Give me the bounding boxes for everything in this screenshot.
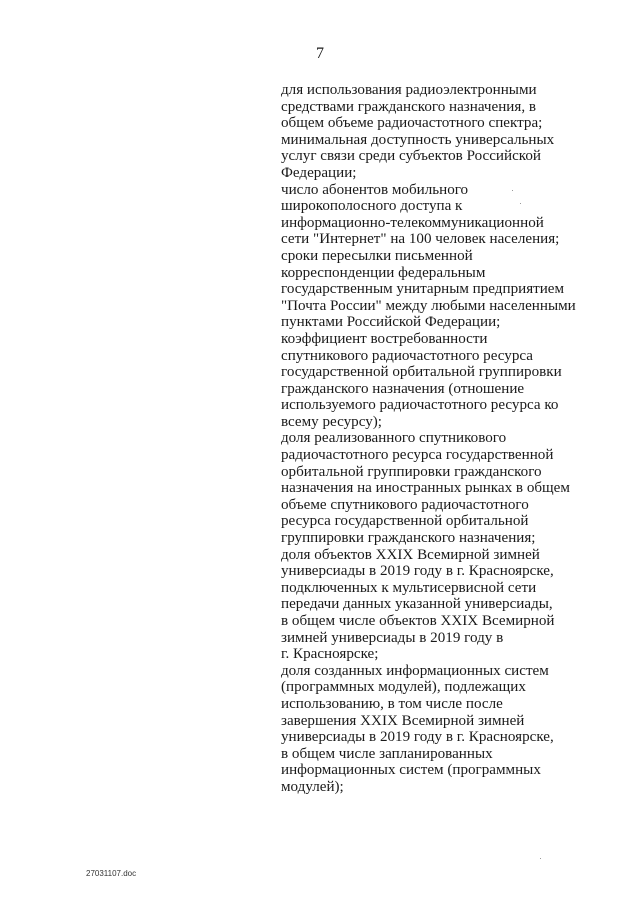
text-line: "Почта России" между любыми населенными: [281, 297, 576, 314]
text-line: услуг связи среди субъектов Российской: [281, 148, 541, 165]
text-line: общем объеме радиочастотного спектра;: [281, 115, 543, 132]
text-line: информационно-телекоммуникационной: [281, 214, 544, 231]
text-line: гражданского назначения (отношение: [281, 380, 525, 397]
text-line: государственной орбитальной группировки: [281, 364, 562, 381]
text-line: доля реализованного спутникового: [281, 430, 507, 447]
text-line: сети "Интернет" на 100 человек населения;: [281, 231, 560, 248]
text-line: радиочастотного ресурса государственной: [281, 447, 554, 464]
text-line: всему ресурсу);: [281, 413, 382, 430]
scan-speck: [520, 203, 521, 204]
text-line: г. Красноярске;: [281, 646, 379, 663]
text-line: объеме спутникового радиочастотного: [281, 496, 529, 513]
text-line: Федерации;: [281, 164, 357, 181]
text-line: универсиады в 2019 году в г. Красноярске,: [281, 729, 554, 746]
text-line: группировки гражданского назначения;: [281, 530, 536, 547]
text-line: корреспонденции федеральным: [281, 264, 486, 281]
text-line: информационных систем (программных: [281, 762, 541, 779]
footer-filename: 27031107.doc: [86, 869, 137, 878]
scan-speck: [540, 858, 541, 859]
page-number: 7: [316, 45, 324, 62]
text-line: завершения XXIX Всемирной зимней: [281, 712, 525, 729]
text-line: орбитальной группировки гражданского: [281, 463, 542, 480]
text-line: широкополосного доступа к: [281, 198, 463, 215]
text-line: универсиады в 2019 году в г. Красноярске,: [281, 563, 554, 580]
text-line: минимальная доступность универсальных: [281, 131, 555, 148]
scan-speck: [512, 190, 513, 191]
text-line: спутникового радиочастотного ресурса: [281, 347, 533, 364]
text-line: назначения на иностранных рынках в общем: [281, 480, 570, 497]
text-line: для использования радиоэлектронными: [281, 82, 537, 98]
text-line: государственным унитарным предприятием: [281, 281, 565, 298]
text-line: доля созданных информационных систем: [281, 662, 549, 679]
text-line: используемого радиочастотного ресурса ко: [281, 397, 559, 414]
text-line: пунктами Российской Федерации;: [281, 314, 501, 331]
text-line: подключенных к мультисервисной сети: [281, 579, 537, 596]
text-line: использованию, в том числе после: [281, 695, 503, 712]
text-line: (программных модулей), подлежащих: [281, 679, 526, 696]
text-line: зимней универсиады в 2019 году в: [281, 629, 504, 646]
text-line: число абонентов мобильного: [281, 181, 469, 198]
text-line: ресурса государственной орбитальной: [281, 513, 529, 530]
text-line: доля объектов XXIX Всемирной зимней: [281, 546, 540, 563]
text-line: модулей);: [281, 778, 344, 795]
text-line: коэффициент востребованности: [281, 330, 488, 347]
text-line: средствами гражданского назначения, в: [281, 98, 536, 115]
text-line: в общем числе запланированных: [281, 745, 493, 762]
text-line: в общем числе объектов XXIX Всемирной: [281, 613, 555, 629]
text-line: сроки пересылки письменной: [281, 247, 473, 264]
text-line: передачи данных указанной универсиады,: [281, 596, 553, 613]
document-body: [281, 82, 581, 796]
